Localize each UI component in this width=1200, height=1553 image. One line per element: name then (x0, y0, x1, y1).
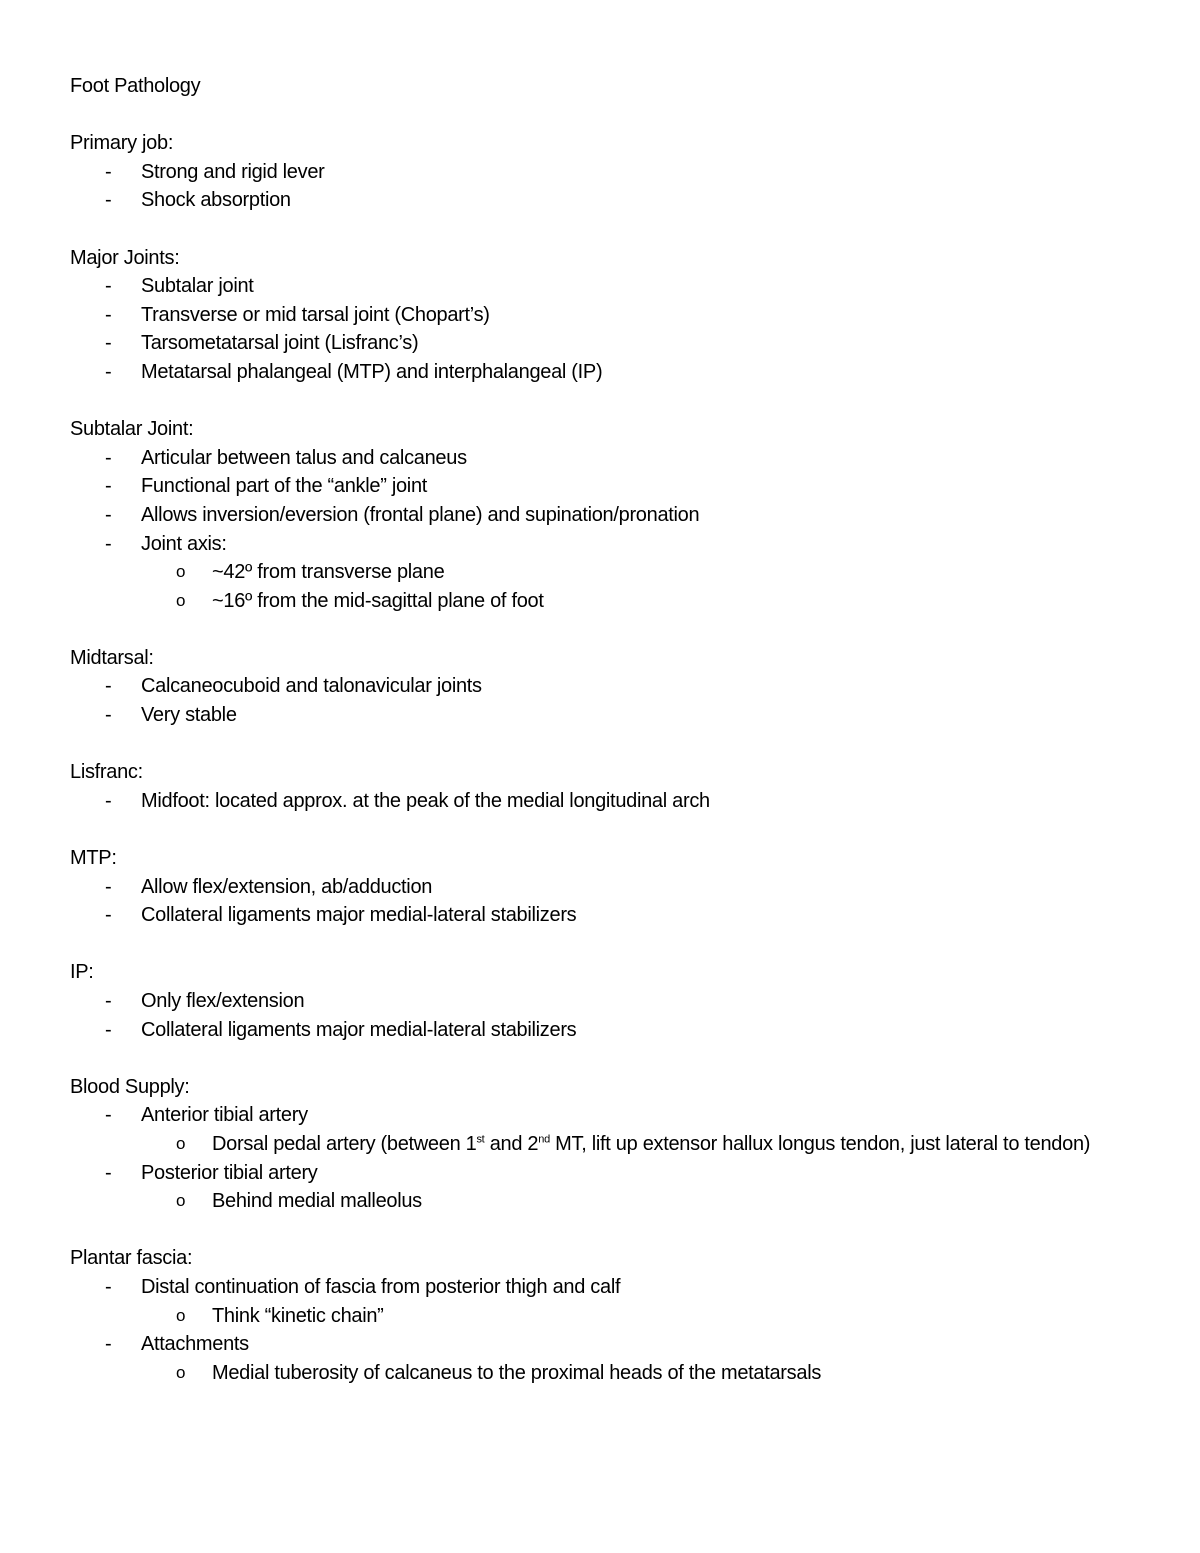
list-item-text: Shock absorption (141, 189, 291, 212)
list-item-text: Functional part of the “ankle” joint (141, 475, 428, 498)
sub-list-item (70, 1302, 1130, 1331)
dash-bullet: - (105, 360, 112, 383)
dash-bullet: - (105, 789, 112, 812)
sub-list-item (70, 1130, 1130, 1159)
section-ip (70, 958, 1130, 1044)
ordinal-superscript: nd (538, 1133, 550, 1146)
list-item (70, 272, 1130, 301)
list-item (70, 158, 1130, 187)
dash-bullet: - (105, 704, 112, 727)
sub-list-item-text: Medial tuberosity of calcaneus to the proximal heads of the metatarsals (212, 1361, 822, 1384)
ordinal-superscript: st (476, 1133, 485, 1146)
section-heading: Lisfranc: (70, 761, 143, 784)
list-item (70, 301, 1130, 330)
list-item (70, 901, 1130, 930)
list-item (70, 329, 1130, 358)
sub-list-item (70, 1187, 1130, 1216)
sub-list-item-text (212, 1130, 1130, 1159)
section-subtalar-joint (70, 415, 1130, 615)
dash-bullet: - (105, 1104, 112, 1127)
list-item (70, 787, 1130, 816)
dash-bullet: - (105, 904, 112, 927)
circle-bullet: o (176, 1133, 186, 1153)
list-item (70, 444, 1130, 473)
sub-list-item (70, 1359, 1130, 1388)
section-heading: IP: (70, 961, 94, 984)
circle-bullet: o (176, 1362, 186, 1382)
section-heading: Plantar fascia: (70, 1247, 193, 1270)
dash-bullet: - (105, 503, 112, 526)
list-item (70, 530, 1130, 559)
circle-bullet: o (176, 590, 186, 610)
list-item-text: Subtalar joint (141, 275, 254, 298)
dash-bullet: - (105, 189, 112, 212)
list-item-text: Metatarsal phalangeal (MTP) and interphalangeal (IP) (141, 360, 603, 383)
document-page (70, 72, 1130, 1416)
list-item-text: Collateral ligaments major medial-lateral stabilizers (141, 904, 577, 927)
dorsal-text-part: and 2 (484, 1132, 539, 1155)
list-item (70, 873, 1130, 902)
list-item-text: Anterior tibial artery (141, 1104, 308, 1127)
sub-list-item-text: Think “kinetic chain” (212, 1304, 384, 1327)
list-item (70, 1330, 1130, 1359)
dash-bullet: - (105, 1275, 112, 1298)
section-midtarsal (70, 644, 1130, 730)
dorsal-text-part: Dorsal pedal artery (between 1 (212, 1132, 477, 1155)
list-item (70, 358, 1130, 387)
section-mtp (70, 844, 1130, 930)
dash-bullet: - (105, 1161, 112, 1184)
dorsal-text-part: MT, lift up extensor hallux longus tendon, just lateral to tendon) (549, 1132, 1091, 1155)
list-item (70, 1273, 1130, 1302)
dash-bullet: - (105, 675, 112, 698)
list-item-text: Distal continuation of fascia from posterior thigh and calf (141, 1275, 621, 1298)
dash-bullet: - (105, 1018, 112, 1041)
list-item-text: Collateral ligaments major medial-lateral stabilizers (141, 1018, 577, 1041)
list-item-text: Allow flex/extension, ab/adduction (141, 875, 433, 898)
circle-bullet: o (176, 1305, 186, 1325)
list-item (70, 501, 1130, 530)
list-item-text: Attachments (141, 1333, 249, 1356)
sub-list-item (70, 587, 1130, 616)
list-item (70, 1016, 1130, 1045)
section-plantar-fascia (70, 1244, 1130, 1387)
dash-bullet: - (105, 532, 112, 555)
sub-list-item-text: ~42º from transverse plane (212, 561, 445, 584)
list-item-text: Midfoot: located approx. at the peak of the medial longitudinal arch (141, 789, 710, 812)
list-item (70, 672, 1130, 701)
section-major-joints (70, 244, 1130, 387)
list-item (70, 1159, 1130, 1188)
list-item-text: Transverse or mid tarsal joint (Chopart’s) (141, 303, 490, 326)
dash-bullet: - (105, 275, 112, 298)
list-item-text: Strong and rigid lever (141, 160, 325, 183)
sub-list-item-text: ~16º from the mid-sagittal plane of foot (212, 589, 544, 612)
dash-bullet: - (105, 875, 112, 898)
section-lisfranc (70, 758, 1130, 815)
sub-list-item (70, 558, 1130, 587)
circle-bullet: o (176, 562, 186, 582)
list-item-text: Very stable (141, 704, 237, 727)
section-heading: Subtalar Joint: (70, 418, 194, 441)
dash-bullet: - (105, 1333, 112, 1356)
section-heading: Primary job: (70, 132, 174, 155)
list-item-text: Posterior tibial artery (141, 1161, 318, 1184)
section-heading: MTP: (70, 847, 117, 870)
dash-bullet: - (105, 332, 112, 355)
list-item-text: Allows inversion/eversion (frontal plane) and supination/pronation (141, 503, 700, 526)
dash-bullet: - (105, 475, 112, 498)
list-item-text: Articular between talus and calcaneus (141, 446, 467, 469)
list-item (70, 186, 1130, 215)
dash-bullet: - (105, 160, 112, 183)
list-item (70, 701, 1130, 730)
list-item (70, 472, 1130, 501)
document-title: Foot Pathology (70, 75, 201, 97)
dash-bullet: - (105, 303, 112, 326)
list-item-text: Only flex/extension (141, 990, 305, 1012)
list-item-text: Tarsometatarsal joint (Lisfranc’s) (141, 332, 419, 355)
list-item-text: Calcaneocuboid and talonavicular joints (141, 675, 482, 698)
section-primary-job (70, 129, 1130, 215)
list-item-text: Joint axis: (141, 532, 227, 555)
section-heading: Major Joints: (70, 246, 180, 269)
sub-list-item-text: Behind medial malleolus (212, 1190, 422, 1213)
section-heading: Midtarsal: (70, 646, 154, 669)
list-item (70, 1101, 1130, 1130)
dash-bullet: - (105, 990, 112, 1012)
dash-bullet: - (105, 446, 112, 469)
list-item (70, 987, 1130, 1016)
section-blood-supply (70, 1073, 1130, 1216)
circle-bullet: o (176, 1191, 186, 1211)
section-heading: Blood Supply: (70, 1075, 190, 1098)
